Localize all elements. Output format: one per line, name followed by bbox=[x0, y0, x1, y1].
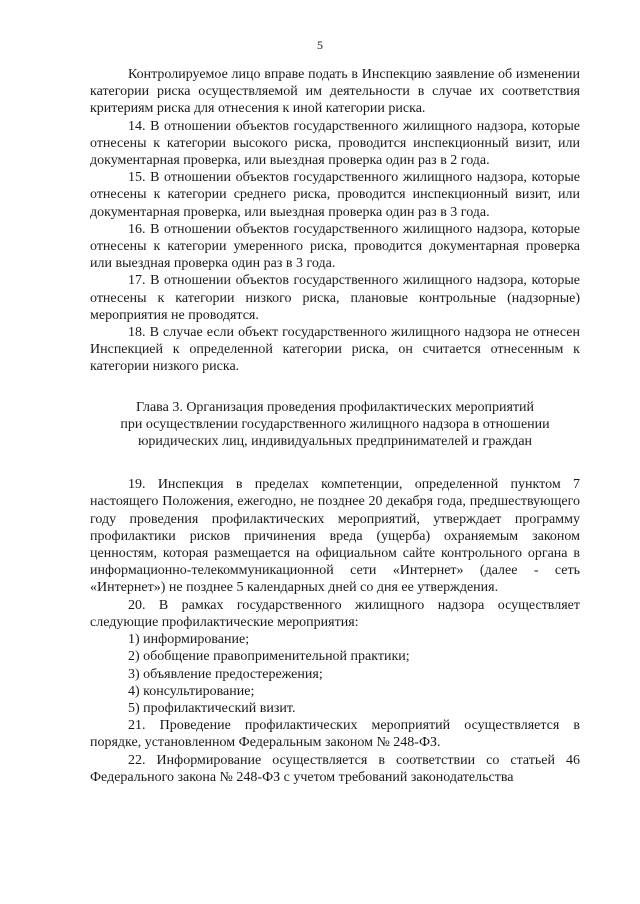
list-item: 4) консультирование; bbox=[128, 683, 255, 699]
chapter-title bbox=[90, 399, 580, 451]
paragraph-20: 20. В рамках государственного жилищного надзора осуществляет следующие профилактические мероприятия: bbox=[90, 597, 580, 630]
document-body bbox=[90, 66, 580, 786]
chapter-title-line: при осуществлении государственного жилищного надзора в отношении bbox=[120, 416, 550, 432]
paragraph-22: 22. Информирование осуществляется в соответствии со статьей 46 Федерального закона № 248-ФЗ с учетом требований законодательства bbox=[90, 752, 580, 785]
list-item: 1) информирование; bbox=[128, 632, 250, 648]
paragraph-21: 21. Проведение профилактических мероприятий осуществляется в порядке, установленном Федеральным законом № 248-ФЗ. bbox=[90, 718, 580, 751]
paragraph-18: 18. В случае если объект государственного жилищного надзора не отнесен Инспекцией к определенной категории риска, он считается отнесенным к категории низкого риска. bbox=[90, 325, 580, 375]
paragraph-15: 15. В отношении объектов государственного жилищного надзора, которые отнесены к категории среднего риска, проводится инспекционный визит, или документарная проверка, или выездная проверка один раз в 3 года. bbox=[90, 170, 580, 220]
list-item: 2) обобщение правоприменительной практики; bbox=[128, 649, 410, 665]
chapter-title-line: Глава 3. Организация проведения профилактических мероприятий bbox=[135, 399, 535, 415]
paragraph-14: 14. В отношении объектов государственного жилищного надзора, которые отнесены к категории высокого риска, проводится инспекционный визит, или документарная проверка, или выездная проверка один раз в 2 года. bbox=[90, 118, 580, 169]
paragraph-17: 17. В отношении объектов государственного жилищного надзора, которые отнесены к категории низкого риска, плановые контрольные (надзорные) мероприятия не проводятся. bbox=[90, 273, 580, 323]
page-number: 5 bbox=[317, 38, 323, 52]
paragraph-16: 16. В отношении объектов государственного жилищного надзора, которые отнесены к категории умеренного риска, проводится документарная проверка или выездная проверка один раз в 3 года. bbox=[90, 221, 580, 272]
chapter-title-line: юридических лиц, индивидуальных предпринимателей и граждан bbox=[137, 434, 533, 450]
paragraph-19: 19. Инспекция в пределах компетенции, определенной пунктом 7 настоящего Положения, ежегодно, не позднее 20 декабря года, предшествующего году проведения профилактических мероприятий, утверждает программу профилактики рисков причинения вреда (ущерба) охраняемым законом ценностям, которая размещается на официальном сайте контрольного органа в информационно-телекоммуникационной сети «Интернет» (далее - сеть «Интернет») не позднее 5 календарных дней со дня ее утверждения. bbox=[90, 477, 580, 596]
list-item: 3) объявление предостережения; bbox=[128, 666, 323, 682]
list-item: 5) профилактический визит. bbox=[128, 700, 296, 716]
paragraph-risk-change: Контролируемое лицо вправе подать в Инспекцию заявление об изменении категории риска осуществляемой им деятельности в случае их соответствия критериям риска для отнесения к иной категории риска. bbox=[90, 67, 580, 117]
